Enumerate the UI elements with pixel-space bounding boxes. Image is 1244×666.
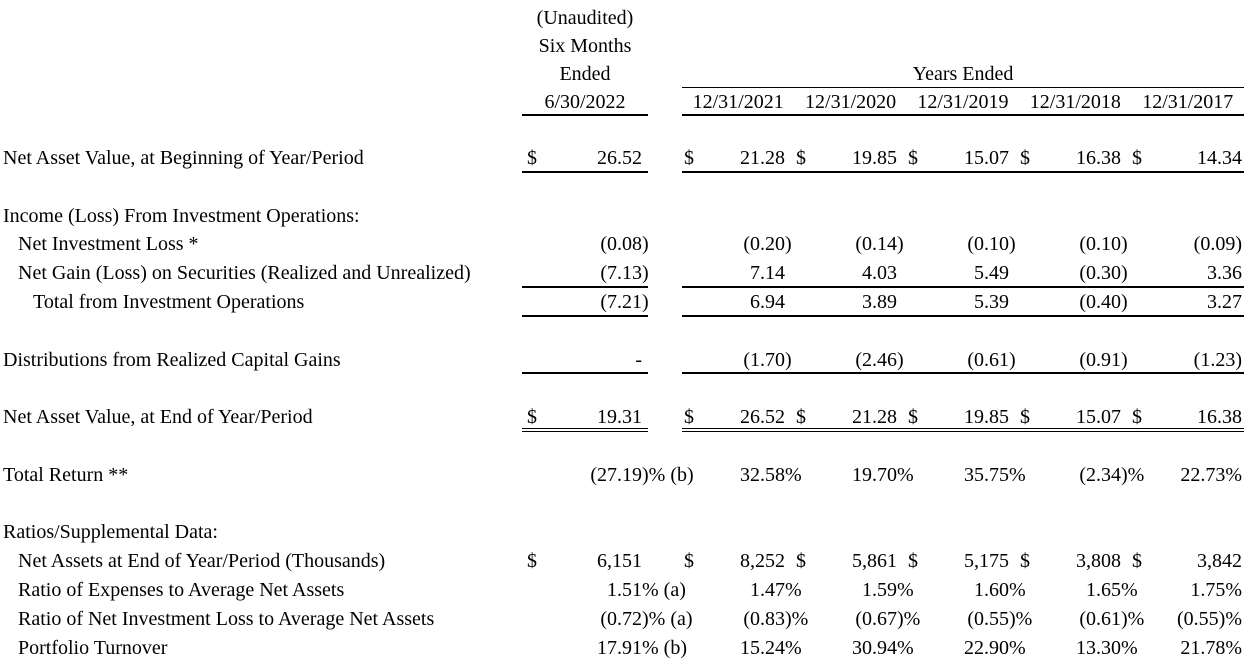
- spacer-row: [0, 490, 1244, 519]
- value-suffix: %: [785, 463, 802, 486]
- value-number: 5.49: [974, 262, 1009, 285]
- value-number: 1.65: [1086, 578, 1121, 601]
- value-cell: [794, 144, 906, 171]
- value-cell: [1130, 403, 1244, 428]
- value-number: 15.07: [1076, 406, 1121, 429]
- value-suffix: )%: [897, 607, 921, 630]
- table-header: [0, 0, 1244, 116]
- value-cell: [906, 259, 1018, 286]
- dollar-sign: $: [1132, 406, 1142, 429]
- value-cell: [1018, 230, 1130, 259]
- column-gap: [648, 4, 682, 116]
- value-cell: [1018, 547, 1130, 576]
- column-gap: [648, 144, 682, 173]
- value-cell: [794, 547, 906, 576]
- value-number: 19.85: [852, 147, 897, 169]
- value-number: (0.72: [600, 607, 642, 630]
- dollar-sign: $: [908, 550, 918, 573]
- row-label: Net Gain (Loss) on Securities (Realized and Unrealized): [18, 262, 471, 285]
- value-cell: [906, 547, 1018, 576]
- value-cell: [1018, 144, 1130, 171]
- value-suffix: % (a): [642, 578, 686, 601]
- dollar-sign: $: [1020, 550, 1030, 573]
- value-suffix: ): [785, 233, 792, 256]
- value-cell: [682, 230, 794, 259]
- value-number: 4.03: [862, 262, 897, 285]
- value-number: 1.47: [750, 578, 785, 601]
- section-header-row: [0, 202, 1244, 231]
- value-number: (2.34: [1079, 463, 1121, 486]
- value-number: 5,175: [964, 550, 1009, 573]
- dollar-sign: $: [796, 406, 806, 429]
- value-number: 16.38: [1197, 406, 1242, 429]
- row-label: Portfolio Turnover: [18, 636, 168, 659]
- value-number: 26.52: [597, 147, 642, 169]
- years-values-group: [682, 259, 1244, 288]
- value-number: 35.75: [964, 463, 1009, 486]
- dollar-sign: $: [796, 147, 806, 169]
- column-gap: [648, 461, 682, 490]
- label-column-spacer: [0, 4, 522, 116]
- year-column-header-2020: 12/31/2020: [805, 91, 897, 113]
- value-number: 1.75%: [1190, 578, 1242, 601]
- value-number: 1.59: [862, 578, 897, 601]
- value-number: 3,808: [1076, 550, 1121, 573]
- value-cell: [906, 605, 1033, 634]
- value-cell: [682, 144, 794, 171]
- value-number: -: [635, 348, 642, 371]
- spacer-row: [0, 317, 1244, 346]
- value-cell: [906, 461, 1026, 490]
- value-cell: [906, 634, 1026, 663]
- row-label: Ratio of Expenses to Average Net Assets: [18, 578, 345, 601]
- value-suffix: % (b): [642, 636, 687, 659]
- value-cell: [522, 288, 648, 317]
- value-cell: [1130, 144, 1244, 171]
- spacer-row: [0, 432, 1244, 461]
- value-cell: [682, 346, 794, 373]
- value-cell: [794, 403, 906, 428]
- value-suffix: %: [1009, 578, 1026, 601]
- value-number: (1.70: [743, 348, 785, 371]
- year-column-headers: [682, 88, 1244, 116]
- value-number: (0.55)%: [1177, 607, 1242, 630]
- table-row: [0, 576, 1244, 605]
- value-number: (0.67: [855, 607, 897, 630]
- value-cell: [522, 605, 693, 634]
- row-label: Ratio of Net Investment Loss to Average Net Assets: [18, 607, 435, 630]
- value-number: 30.94: [852, 636, 897, 659]
- row-label: Net Assets at End of Year/Period (Thousands): [18, 550, 386, 573]
- value-cell: [682, 259, 794, 286]
- year-column-header-2018: 12/31/2018: [1029, 91, 1121, 113]
- value-suffix: )% (b): [642, 463, 694, 486]
- value-number: (0.10: [967, 233, 1009, 256]
- value-number: 17.91: [597, 636, 642, 659]
- value-number: 19.31: [597, 406, 642, 429]
- row-label: Income (Loss) From Investment Operations:: [3, 204, 360, 227]
- value-cell: [1130, 605, 1244, 634]
- value-cell: [1018, 576, 1138, 605]
- value-suffix: %: [785, 578, 802, 601]
- value-cell: [794, 605, 921, 634]
- value-number: 7.14: [750, 262, 785, 285]
- column-gap: [648, 634, 682, 663]
- table-row: [0, 461, 1244, 490]
- value-cell: [1130, 547, 1244, 576]
- value-suffix: %: [1009, 463, 1026, 486]
- value-cell: [1130, 634, 1244, 663]
- table-row: [0, 547, 1244, 576]
- value-suffix: )%: [1121, 463, 1145, 486]
- value-suffix: )% (a): [642, 607, 693, 630]
- table-row: [0, 288, 1244, 317]
- value-number: 6,151: [597, 550, 642, 573]
- value-cell: [794, 230, 906, 259]
- column-gap: [648, 403, 682, 432]
- table-row: [0, 144, 1244, 173]
- value-number: (0.61: [1079, 607, 1121, 630]
- row-label: Distributions from Realized Capital Gains: [3, 348, 341, 371]
- period-header-line-2: Six Months: [538, 35, 632, 57]
- dollar-sign: $: [684, 550, 694, 573]
- value-cell: [522, 144, 648, 173]
- column-gap: [648, 288, 682, 317]
- years-group-header: [682, 4, 1244, 116]
- value-suffix: ): [642, 233, 649, 256]
- value-cell: [906, 403, 1018, 428]
- years-values-group: [682, 403, 1244, 432]
- table-body: [0, 144, 1244, 662]
- value-cell: [522, 576, 686, 605]
- years-values-group: [682, 547, 1244, 576]
- value-cell: [794, 461, 914, 490]
- value-cell: [1018, 259, 1130, 286]
- value-cell: [1130, 576, 1244, 605]
- value-cell: [794, 288, 906, 315]
- table-row: [0, 634, 1244, 663]
- value-number: 26.52: [740, 406, 785, 429]
- value-cell: [682, 461, 802, 490]
- value-suffix: %: [785, 636, 802, 659]
- table-row: [0, 346, 1244, 375]
- years-values-group: [682, 605, 1244, 634]
- value-number: 3,842: [1197, 550, 1242, 573]
- value-cell: [794, 576, 914, 605]
- value-cell: [682, 634, 802, 663]
- value-number: 3.27: [1207, 290, 1242, 313]
- period-header-line-3: Ended: [559, 63, 611, 85]
- dollar-sign: $: [1132, 550, 1142, 573]
- dollar-sign: $: [527, 550, 537, 573]
- value-number: (27.19: [590, 463, 642, 486]
- value-cell: [1018, 605, 1145, 634]
- value-number: (0.55: [967, 607, 1009, 630]
- years-values-group: [682, 576, 1244, 605]
- value-cell: [522, 403, 648, 432]
- dollar-sign: $: [527, 406, 537, 429]
- value-suffix: %: [1009, 636, 1026, 659]
- value-cell: [682, 403, 794, 428]
- spacer-row: [0, 173, 1244, 202]
- dollar-sign: $: [1020, 406, 1030, 429]
- value-cell: [1130, 288, 1244, 315]
- year-column-header-2017: 12/31/2017: [1142, 91, 1234, 113]
- value-cell: [906, 346, 1018, 373]
- value-number: (0.08: [600, 233, 642, 256]
- value-number: 19.70: [852, 463, 897, 486]
- value-cell: [1018, 403, 1130, 428]
- years-values-group: [682, 634, 1244, 663]
- value-suffix: ): [1121, 290, 1128, 313]
- table-row: [0, 605, 1244, 634]
- value-cell: [1018, 634, 1138, 663]
- table-row: [0, 259, 1244, 288]
- value-cell: [906, 230, 1018, 259]
- value-suffix: ): [1009, 348, 1016, 371]
- dollar-sign: $: [796, 550, 806, 573]
- value-cell: [522, 230, 648, 259]
- row-label: Net Investment Loss *: [18, 233, 199, 256]
- value-number: 16.38: [1076, 147, 1121, 169]
- value-cell: [794, 346, 906, 373]
- value-cell: [1130, 259, 1244, 286]
- table-row: [0, 403, 1244, 432]
- value-number: 3.36: [1207, 262, 1242, 285]
- years-values-group: [682, 461, 1244, 490]
- column-gap: [648, 576, 682, 605]
- value-number: 22.90: [964, 636, 1009, 659]
- dollar-sign: $: [527, 147, 537, 169]
- value-cell: [906, 144, 1018, 171]
- value-cell: [1018, 288, 1130, 315]
- value-cell: [682, 547, 794, 576]
- value-number: (0.30: [1079, 262, 1121, 285]
- value-number: 32.58: [740, 463, 785, 486]
- column-gap: [648, 259, 682, 288]
- value-cell: [794, 259, 906, 286]
- period-header-date: 6/30/2022: [522, 88, 648, 116]
- value-cell: [794, 634, 914, 663]
- value-number: 6.94: [750, 290, 785, 313]
- value-suffix: %: [1121, 578, 1138, 601]
- row-label: Net Asset Value, at Beginning of Year/Period: [3, 147, 364, 169]
- value-number: 15.07: [964, 147, 1009, 169]
- value-cell: [682, 288, 794, 315]
- value-number: 8,252: [740, 550, 785, 573]
- value-number: 13.30: [1076, 636, 1121, 659]
- value-number: 14.34: [1197, 147, 1242, 169]
- value-number: (0.40: [1079, 290, 1121, 313]
- value-suffix: ): [1009, 233, 1016, 256]
- value-number: 15.24: [740, 636, 785, 659]
- years-header-empty-line: [682, 4, 1244, 32]
- value-number: 19.85: [964, 406, 1009, 429]
- value-suffix: )%: [1121, 607, 1145, 630]
- dollar-sign: $: [908, 406, 918, 429]
- value-suffix: )%: [785, 607, 809, 630]
- value-cell: [522, 346, 648, 375]
- value-cell: [1018, 461, 1145, 490]
- dollar-sign: $: [1132, 147, 1142, 169]
- value-suffix: ): [1121, 348, 1128, 371]
- value-cell: [1018, 346, 1130, 373]
- row-label: Ratios/Supplemental Data:: [3, 521, 218, 544]
- value-suffix: ): [642, 262, 649, 285]
- value-number: (0.14: [855, 233, 897, 256]
- years-values-group: [682, 346, 1244, 375]
- column-gap: [648, 605, 682, 634]
- value-cell: [682, 576, 802, 605]
- value-suffix: %: [897, 463, 914, 486]
- value-cell: [522, 259, 648, 288]
- value-number: 3.89: [862, 290, 897, 313]
- value-number: 5,861: [852, 550, 897, 573]
- value-suffix: ): [1121, 233, 1128, 256]
- value-cell: [522, 547, 648, 576]
- value-number: 1.51: [607, 578, 642, 601]
- value-cell: [906, 576, 1026, 605]
- value-cell: [1130, 461, 1244, 490]
- section-header-row: [0, 518, 1244, 547]
- years-values-group: [682, 230, 1244, 259]
- value-number: 1.60: [974, 578, 1009, 601]
- value-number: 21.78%: [1180, 636, 1242, 659]
- value-suffix: %: [897, 578, 914, 601]
- value-number: (7.13: [600, 262, 642, 285]
- value-suffix: ): [785, 348, 792, 371]
- dollar-sign: $: [684, 406, 694, 429]
- column-gap: [648, 547, 682, 576]
- period-header-line-1: (Unaudited): [536, 7, 634, 29]
- dollar-sign: $: [1020, 147, 1030, 169]
- value-cell: [522, 461, 694, 490]
- row-label: Net Asset Value, at End of Year/Period: [3, 406, 313, 429]
- table-row: [0, 230, 1244, 259]
- value-number: (0.20: [743, 233, 785, 256]
- value-number: (2.46: [855, 348, 897, 371]
- value-number: (0.10: [1079, 233, 1121, 256]
- value-cell: [1130, 346, 1244, 373]
- value-number: 21.28: [852, 406, 897, 429]
- value-suffix: ): [642, 290, 649, 313]
- value-cell: [1130, 230, 1244, 259]
- value-number: (0.61: [967, 348, 1009, 371]
- years-ended-title: Years Ended: [682, 60, 1244, 88]
- row-label: Total Return **: [3, 463, 129, 486]
- years-header-empty-line: [682, 32, 1244, 60]
- value-number: (7.21: [600, 290, 642, 313]
- value-cell: [906, 288, 1018, 315]
- value-number: 5.39: [974, 290, 1009, 313]
- column-gap: [648, 230, 682, 259]
- year-column-header-2019: 12/31/2019: [917, 91, 1009, 113]
- year-column-header-2021: 12/31/2021: [692, 91, 784, 113]
- dollar-sign: $: [908, 147, 918, 169]
- value-suffix: %: [897, 636, 914, 659]
- value-suffix: ): [897, 348, 904, 371]
- value-suffix: )%: [1009, 607, 1033, 630]
- value-number: (0.83: [743, 607, 785, 630]
- value-suffix: ): [1121, 262, 1128, 285]
- value-number: 22.73%: [1180, 463, 1242, 486]
- value-cell: [682, 605, 809, 634]
- spacer-row: [0, 374, 1244, 403]
- value-number: (1.23): [1193, 348, 1242, 371]
- value-number: (0.91: [1079, 348, 1121, 371]
- column-gap: [648, 346, 682, 375]
- years-values-group: [682, 288, 1244, 317]
- years-values-group: [682, 144, 1244, 173]
- period-column-header: [522, 4, 648, 116]
- value-number: (0.09): [1193, 233, 1242, 256]
- value-suffix: ): [897, 233, 904, 256]
- value-number: 21.28: [740, 147, 785, 169]
- row-label: Total from Investment Operations: [33, 290, 305, 313]
- dollar-sign: $: [684, 147, 694, 169]
- value-cell: [522, 634, 687, 663]
- value-suffix: %: [1121, 636, 1138, 659]
